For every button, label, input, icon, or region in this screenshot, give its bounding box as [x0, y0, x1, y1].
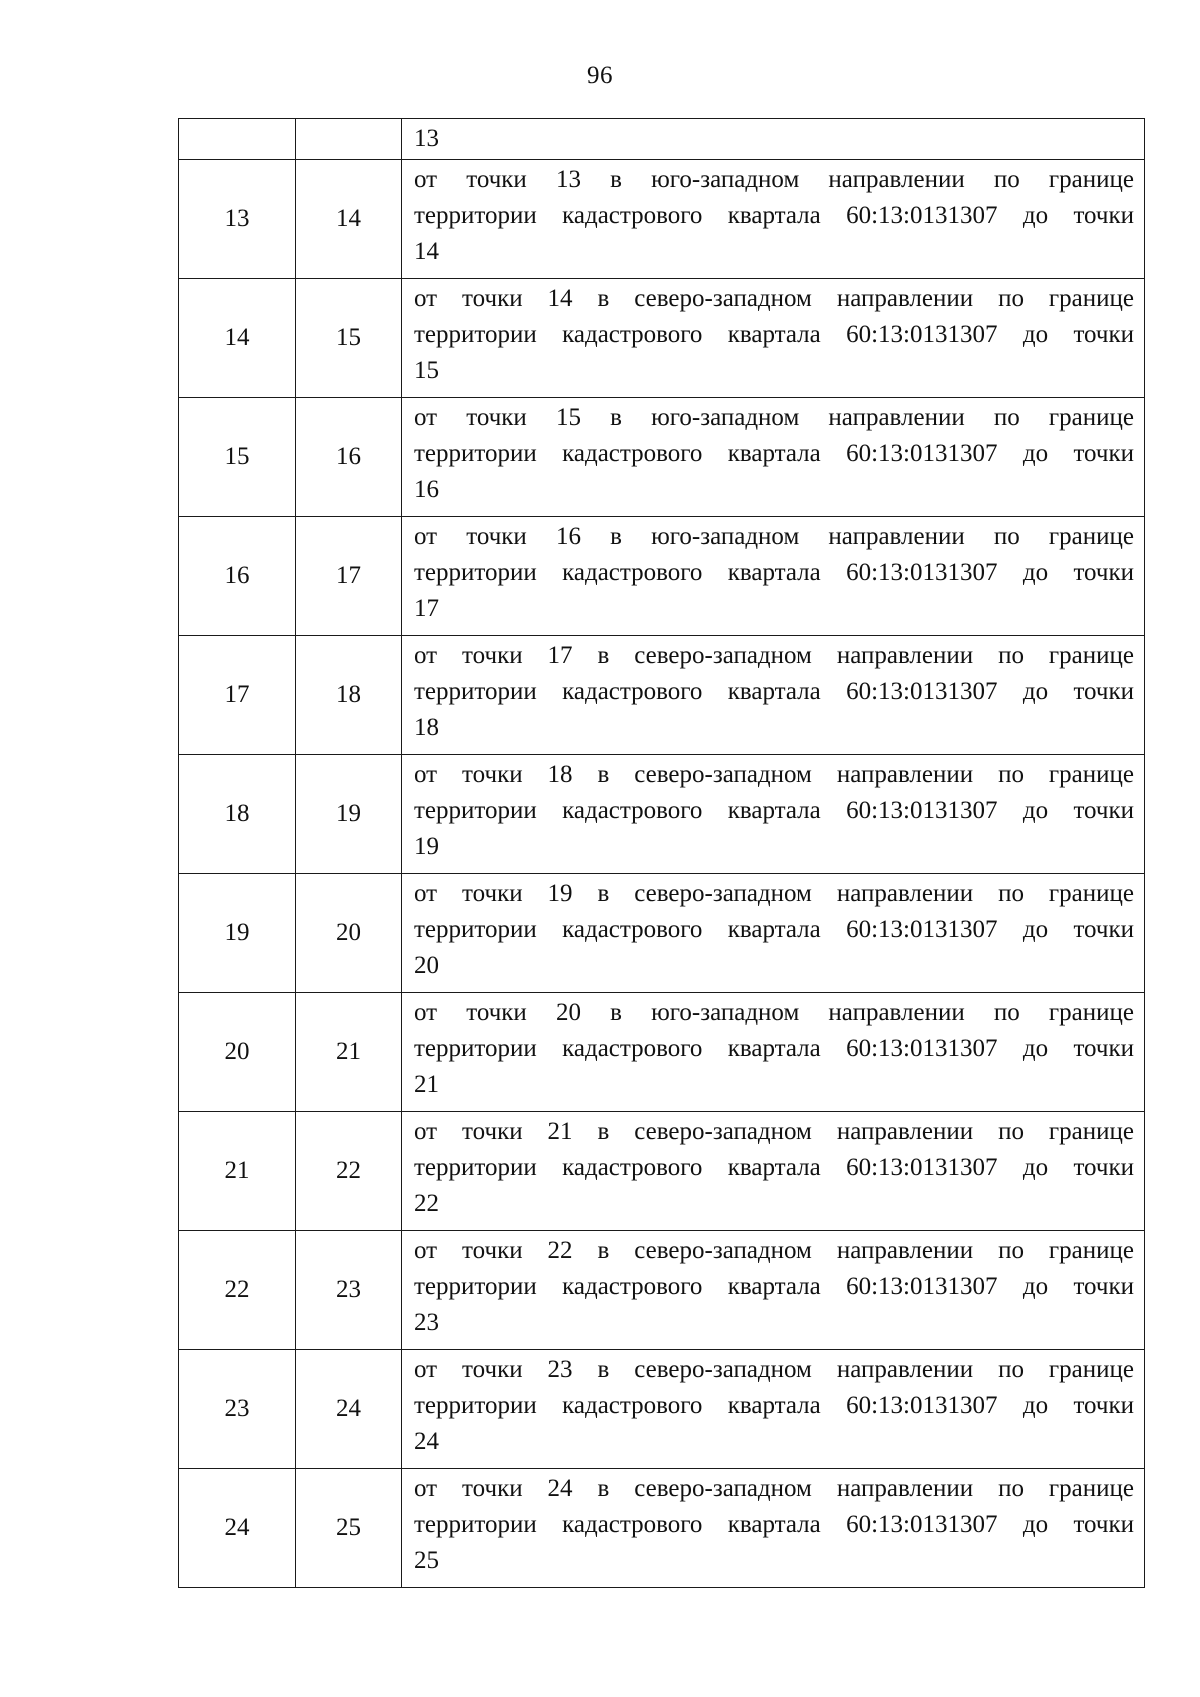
table-row	[179, 398, 1145, 517]
description-line-3: 25	[414, 1547, 439, 1574]
table-row	[179, 1469, 1145, 1588]
from-point-cell: 15	[179, 398, 296, 517]
to-point-cell: 19	[296, 755, 402, 874]
description-line-1: от точки 22 в северо-западном направлении по границе	[414, 1237, 1134, 1264]
boundary-points-table	[178, 118, 1145, 1588]
from-point-cell: 18	[179, 755, 296, 874]
description-cell	[402, 636, 1145, 755]
description-cell	[402, 1112, 1145, 1231]
to-point-cell: 16	[296, 398, 402, 517]
description-line-2: территории кадастрового квартала 60:13:0131307 до точки	[414, 1511, 1134, 1538]
description-line-2: территории кадастрового квартала 60:13:0131307 до точки	[414, 321, 1134, 348]
description-line-3: 14	[414, 238, 439, 265]
description-line-1: от точки 16 в юго-западном направлении по границе	[414, 523, 1134, 550]
description-cell	[402, 1469, 1145, 1588]
to-point-cell: 23	[296, 1231, 402, 1350]
from-point-cell: 19	[179, 874, 296, 993]
table-row	[179, 636, 1145, 755]
table-body	[179, 119, 1145, 1588]
table-row	[179, 160, 1145, 279]
to-point-cell: 21	[296, 993, 402, 1112]
to-point-cell: 24	[296, 1350, 402, 1469]
from-point-cell: 20	[179, 993, 296, 1112]
to-point-cell: 18	[296, 636, 402, 755]
description-line-2: территории кадастрового квартала 60:13:0131307 до точки	[414, 678, 1134, 705]
description-line-3: 21	[414, 1071, 439, 1098]
description-line-1: от точки 24 в северо-западном направлении по границе	[414, 1475, 1134, 1502]
description-line-2: территории кадастрового квартала 60:13:0131307 до точки	[414, 559, 1134, 586]
description-line-3: 23	[414, 1309, 439, 1336]
from-point-cell: 16	[179, 517, 296, 636]
description-line-1: от точки 14 в северо-западном направлении по границе	[414, 285, 1134, 312]
table-row	[179, 279, 1145, 398]
table-row	[179, 993, 1145, 1112]
description-line-1: от точки 20 в юго-западном направлении по границе	[414, 999, 1134, 1026]
description-line-1: от точки 17 в северо-западном направлении по границе	[414, 642, 1134, 669]
description-line-3: 22	[414, 1190, 439, 1217]
table-row	[179, 517, 1145, 636]
description-cell	[402, 398, 1145, 517]
page-number: 96	[587, 62, 613, 89]
description-line-1: от точки 15 в юго-западном направлении по границе	[414, 404, 1134, 431]
from-point-cell: 22	[179, 1231, 296, 1350]
description-line-3: 20	[414, 952, 439, 979]
description-line-1: от точки 23 в северо-западном направлении по границе	[414, 1356, 1134, 1383]
from-point-cell: 13	[179, 160, 296, 279]
table-row	[179, 874, 1145, 993]
description-cell	[402, 1350, 1145, 1469]
description-line-1: от точки 18 в северо-западном направлении по границе	[414, 761, 1134, 788]
description-line-3: 17	[414, 595, 439, 622]
description-line-2: территории кадастрового квартала 60:13:0131307 до точки	[414, 797, 1134, 824]
description-cell	[402, 993, 1145, 1112]
description-line-2: территории кадастрового квартала 60:13:0131307 до точки	[414, 1035, 1134, 1062]
table-row	[179, 1112, 1145, 1231]
from-point-cell: 17	[179, 636, 296, 755]
description-line-3: 19	[414, 833, 439, 860]
table-row	[179, 755, 1145, 874]
to-point-cell	[296, 119, 402, 160]
to-point-cell: 14	[296, 160, 402, 279]
to-point-cell: 20	[296, 874, 402, 993]
table-row	[179, 1350, 1145, 1469]
table-row-continuation	[179, 119, 1145, 160]
from-point-cell	[179, 119, 296, 160]
description-cell	[402, 755, 1145, 874]
description-line-3: 16	[414, 476, 439, 503]
from-point-cell: 23	[179, 1350, 296, 1469]
description-line-3: 15	[414, 357, 439, 384]
description-line-2: территории кадастрового квартала 60:13:0131307 до точки	[414, 1392, 1134, 1419]
from-point-cell: 21	[179, 1112, 296, 1231]
description-line-1: от точки 19 в северо-западном направлении по границе	[414, 880, 1134, 907]
description-line-2: территории кадастрового квартала 60:13:0131307 до точки	[414, 916, 1134, 943]
description-line-3: 24	[414, 1428, 439, 1455]
description-cell	[402, 517, 1145, 636]
description-line-2: территории кадастрового квартала 60:13:0131307 до точки	[414, 202, 1134, 229]
from-point-cell: 14	[179, 279, 296, 398]
description-cell: 13	[402, 119, 1145, 160]
description-cell	[402, 160, 1145, 279]
description-line-1: от точки 13 в юго-западном направлении по границе	[414, 166, 1134, 193]
description-line-2: территории кадастрового квартала 60:13:0131307 до точки	[414, 1154, 1134, 1181]
description-line-1: от точки 21 в северо-западном направлении по границе	[414, 1118, 1134, 1145]
description-line-2: территории кадастрового квартала 60:13:0131307 до точки	[414, 440, 1134, 467]
description-line-3: 18	[414, 714, 439, 741]
description-cell	[402, 874, 1145, 993]
to-point-cell: 22	[296, 1112, 402, 1231]
description-line-2: территории кадастрового квартала 60:13:0131307 до точки	[414, 1273, 1134, 1300]
to-point-cell: 17	[296, 517, 402, 636]
from-point-cell: 24	[179, 1469, 296, 1588]
to-point-cell: 25	[296, 1469, 402, 1588]
description-cell	[402, 1231, 1145, 1350]
description-cell	[402, 279, 1145, 398]
to-point-cell: 15	[296, 279, 402, 398]
table-row	[179, 1231, 1145, 1350]
